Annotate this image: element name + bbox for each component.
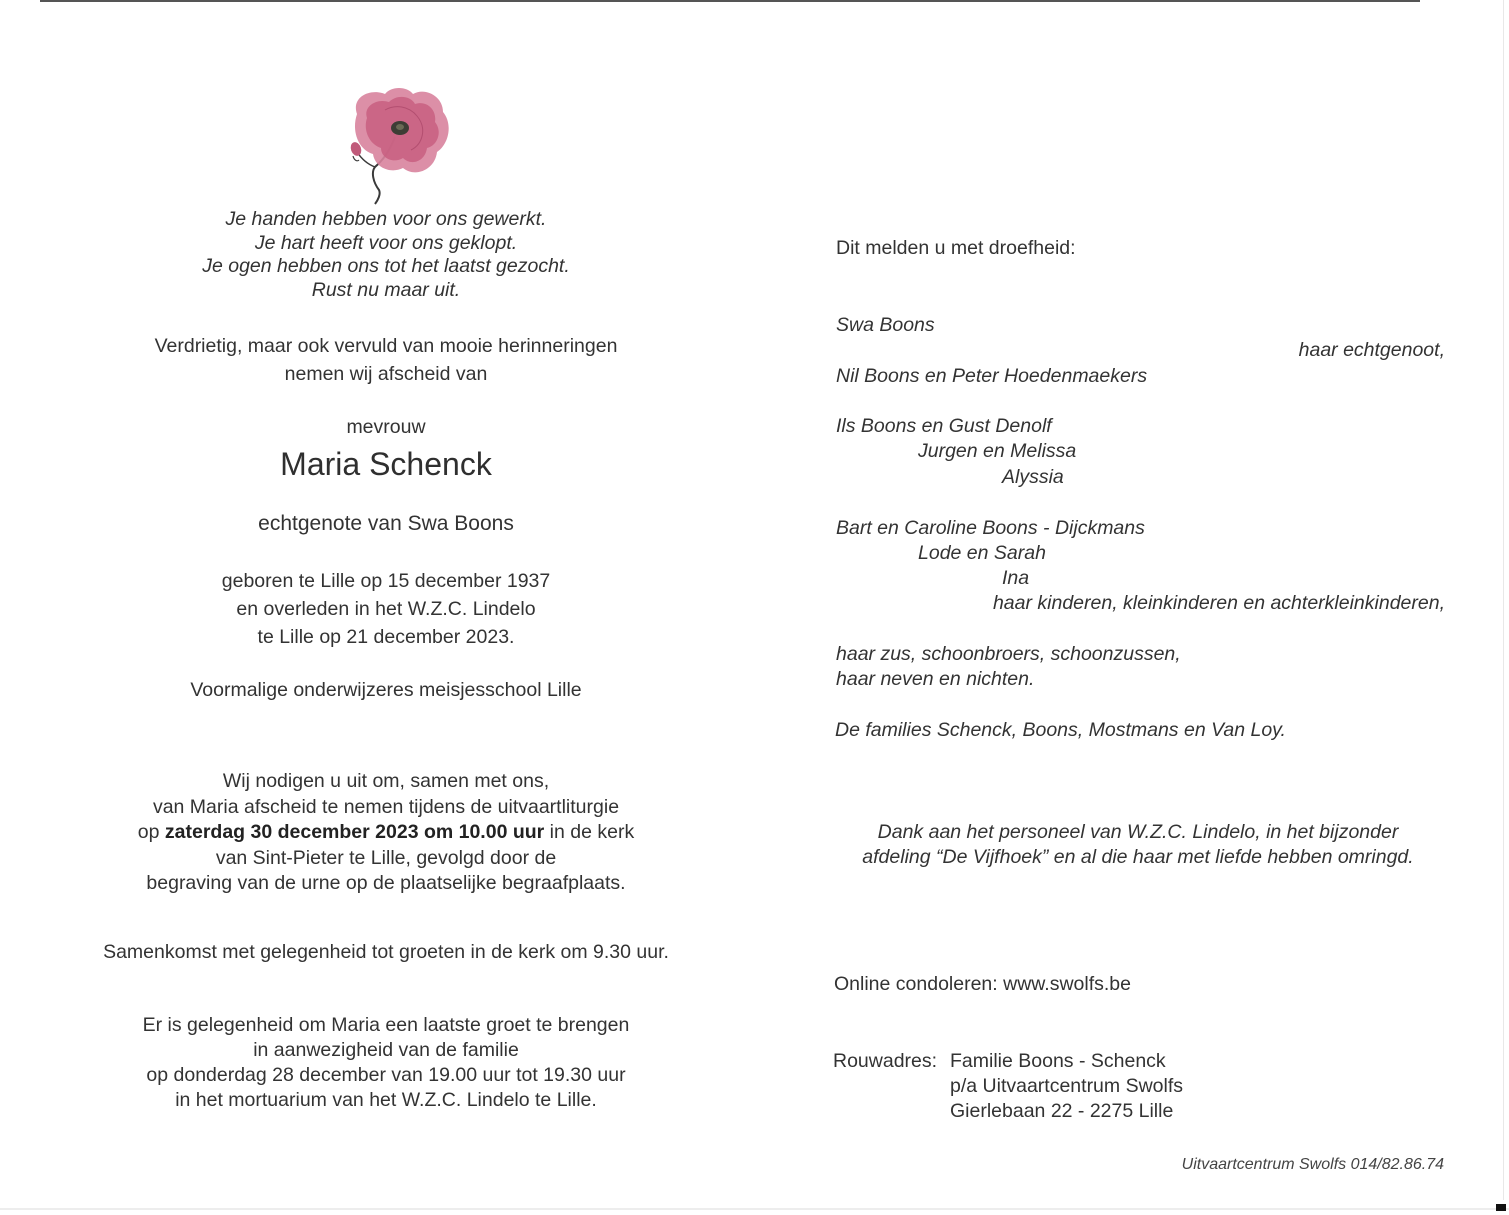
gathering-note: Samenkomst met gelegenheid tot groeten in de kerk om 9.30 uur. bbox=[103, 941, 669, 963]
family-member: Bart en Caroline Boons - Dijckmans bbox=[836, 517, 1145, 539]
thanks-note bbox=[836, 820, 1440, 870]
visitation-info bbox=[0, 1013, 772, 1113]
family-role: haar echtgenoot, bbox=[1298, 339, 1445, 361]
announcement-intro: Dit melden u met droefheid: bbox=[836, 237, 1076, 259]
dates-line: en overleden in het W.Z.C. Lindelo bbox=[236, 598, 536, 620]
intro-line: Verdrietig, maar ook vervuld van mooie herinneringen bbox=[154, 335, 618, 357]
deceased-name: Maria Schenck bbox=[280, 446, 492, 482]
intro-text bbox=[0, 332, 772, 388]
invitation-line: Wij nodigen u uit om, samen met ons, bbox=[222, 770, 550, 792]
right-edge bbox=[1503, 0, 1504, 1200]
family-member: haar neven en nichten. bbox=[836, 668, 1035, 690]
address-label: Rouwadres: bbox=[833, 1050, 938, 1072]
funeral-invitation bbox=[0, 769, 772, 897]
family-member: Alyssia bbox=[1002, 466, 1064, 488]
top-border bbox=[40, 0, 1420, 2]
mourning-address bbox=[833, 1049, 1183, 1124]
family-member: De families Schenck, Boons, Mostmans en Van Loy. bbox=[835, 719, 1286, 741]
address-name: Familie Boons - Schenck bbox=[950, 1050, 1166, 1072]
spouse-line: echtgenote van Swa Boons bbox=[258, 512, 514, 535]
intro-line: nemen wij afscheid van bbox=[284, 363, 488, 385]
invitation-line: van Sint-Pieter te Lille, gevolgd door de bbox=[215, 846, 557, 869]
birth-death-dates bbox=[0, 567, 772, 651]
occupation: Voormalige onderwijzeres meisjesschool Lille bbox=[190, 679, 582, 701]
visitation-line: in aanwezigheid van de familie bbox=[253, 1039, 519, 1061]
address-line: p/a Uitvaartcentrum Swolfs bbox=[950, 1075, 1184, 1097]
dates-line: geboren te Lille op 15 december 1937 bbox=[221, 570, 551, 592]
address-line bbox=[833, 1049, 1183, 1074]
poem-line: Je handen hebben voor ons gewerkt. bbox=[225, 208, 547, 230]
thanks-line: afdeling “De Vijfhoek” en al die haar met liefde hebben omringd. bbox=[862, 846, 1414, 868]
family-member: Ina bbox=[1002, 567, 1030, 589]
address-line: Gierlebaan 22 - 2275 Lille bbox=[950, 1100, 1174, 1122]
invitation-line: van Maria afscheid te nemen tijdens de uitvaartliturgie bbox=[152, 795, 620, 818]
poem-line: Rust nu maar uit. bbox=[311, 278, 461, 301]
invitation-suffix: in de kerk bbox=[544, 821, 635, 843]
visitation-line: op donderdag 28 december van 19.00 uur tot 19.30 uur bbox=[146, 1064, 626, 1086]
invitation-prefix: op bbox=[137, 821, 165, 843]
online-condolence: Online condoleren: www.swolfs.be bbox=[834, 973, 1131, 995]
family-member: Lode en Sarah bbox=[918, 542, 1046, 564]
bottom-border bbox=[0, 1208, 1509, 1210]
family-member: Swa Boons bbox=[836, 314, 935, 336]
family-member: Jurgen en Melissa bbox=[918, 440, 1077, 462]
ceremony-datetime: zaterdag 30 december 2023 om 10.00 uur bbox=[164, 821, 545, 843]
visitation-line: Er is gelegenheid om Maria een laatste groet te brengen bbox=[142, 1014, 630, 1036]
visitation-line: in het mortuarium van het W.Z.C. Lindelo te Lille. bbox=[175, 1089, 597, 1111]
invitation-line: begraving van de urne op de plaatselijke begraafplaats. bbox=[146, 872, 626, 894]
poem-line: Je hart heeft voor ons geklopt. bbox=[254, 231, 518, 254]
family-member: haar zus, schoonbroers, schoonzussen, bbox=[836, 643, 1181, 665]
invitation-line bbox=[0, 820, 772, 846]
funeral-home-footer: Uitvaartcentrum Swolfs 014/82.86.74 bbox=[1181, 1156, 1444, 1173]
family-role: haar kinderen, kleinkinderen en achterkleinkinderen, bbox=[992, 592, 1445, 614]
scan-mark bbox=[1496, 1204, 1506, 1211]
poem bbox=[0, 208, 772, 302]
family-member: Nil Boons en Peter Hoedenmaekers bbox=[836, 365, 1148, 387]
poem-line: Je ogen hebben ons tot het laatst gezocht. bbox=[202, 255, 570, 277]
thanks-line: Dank aan het personeel van W.Z.C. Lindelo, in het bijzonder bbox=[877, 821, 1399, 843]
poppy-flower-icon bbox=[345, 82, 455, 206]
family-member: Ils Boons en Gust Denolf bbox=[836, 415, 1052, 437]
dates-line: te Lille op 21 december 2023. bbox=[257, 626, 515, 648]
honorific: mevrouw bbox=[346, 416, 426, 438]
